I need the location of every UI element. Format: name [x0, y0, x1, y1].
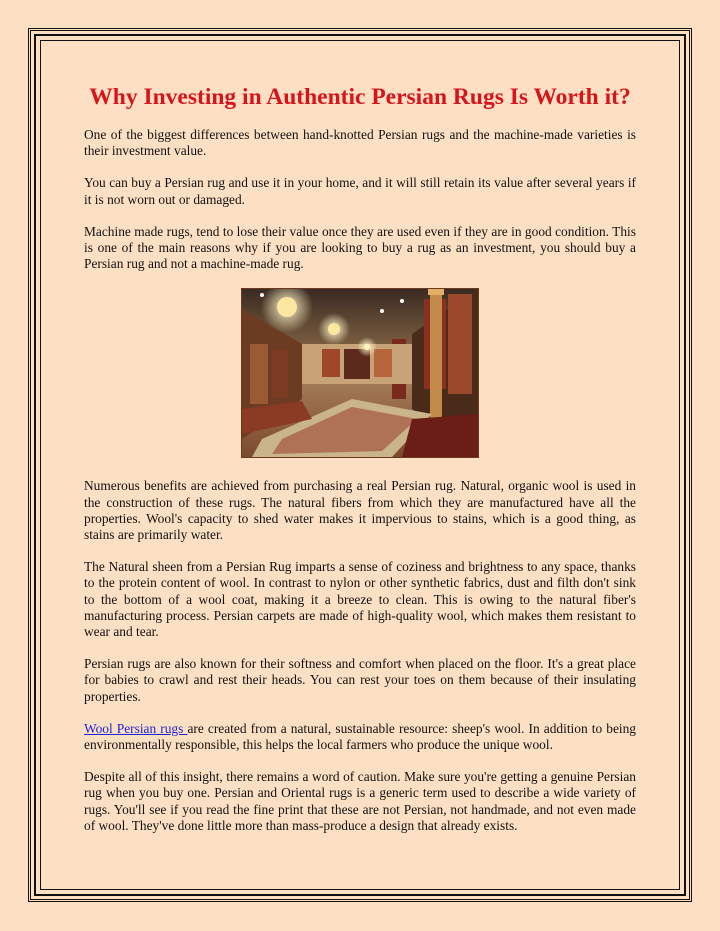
paragraph-7: [84, 721, 636, 753]
paragraph-8: Despite all of this insight, there remains a word of caution. Make sure you're getting a genuine Persian rug when you buy one. Persian and Oriental rugs is a generic term used to describe a wide variety of rugs. You'll see if you read the fine print that these are not Persian, not handmade, and not even made of wool. They've done little more than mass-produce a design that already exists.: [84, 769, 636, 833]
paragraph-5: The Natural sheen from a Persian Rug imparts a sense of coziness and brightness to any space, thanks to the protein content of wool. In contrast to nylon or other synthetic fabrics, dust and filth don't sink to the bottom of a wool coat, making it a breeze to clean. This is owing to the natural fiber's manufacturing process. Persian carpets are made of high-quality wool, which makes them resistant to wear and tear.: [84, 559, 636, 640]
document-body: [84, 84, 636, 850]
rug-showroom-illustration: [242, 289, 478, 457]
paragraph-1: One of the biggest differences between hand-knotted Persian rugs and the machine-made varieties is their investment value.: [84, 127, 636, 159]
page-title: Why Investing in Authentic Persian Rugs Is Worth it?: [89, 84, 631, 110]
paragraph-2: You can buy a Persian rug and use it in your home, and it will still retain its value after several years if it is not worn out or damaged.: [84, 175, 636, 207]
paragraph-3: Machine made rugs, tend to lose their value once they are used even if they are in good condition. This is one of the main reasons why if you are looking to buy a rug as an investment, you should buy a Persian rug and not a machine-made rug.: [84, 223, 636, 272]
paragraph-7-text: are created from a natural, sustainable resource: sheep's wool. In addition to being environmentally responsible, this helps the local farmers who produce the unique wool.: [84, 720, 637, 753]
rug-showroom-image: [241, 288, 479, 458]
paragraph-4: Numerous benefits are achieved from purchasing a real Persian rug. Natural, organic wool is used in the construction of these rugs. The natural fibers from which they are manufactured have all the properties. Wool's capacity to shed water makes it impervious to stains, which is a good thing, as stains are primarily water.: [84, 478, 636, 543]
paragraph-6: Persian rugs are also known for their softness and comfort when placed on the floor. It's a great place for babies to crawl and rest their heads. You can rest your toes on them because of their insulating properties.: [84, 656, 636, 704]
wool-persian-rugs-link[interactable]: Wool Persian rugs: [84, 720, 188, 736]
